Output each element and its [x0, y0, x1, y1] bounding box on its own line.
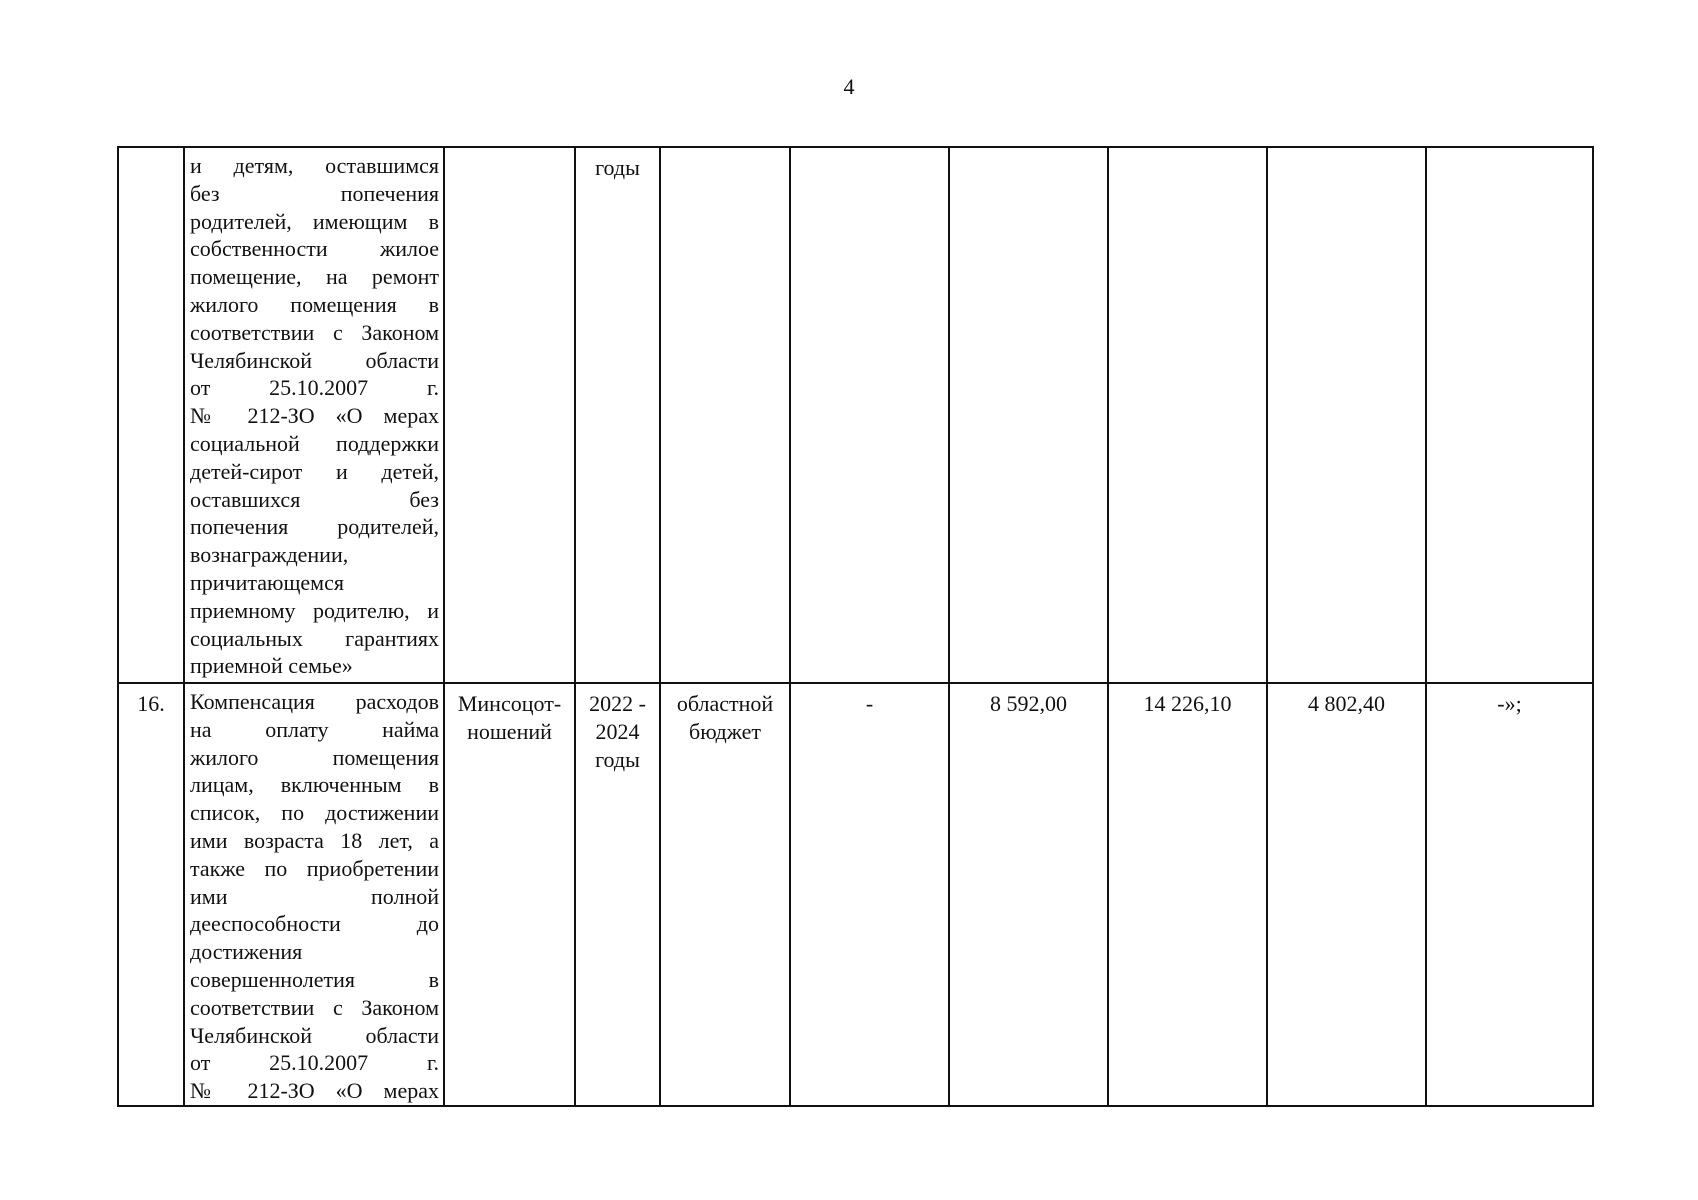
text-line: бюджет: [689, 718, 761, 744]
value-cell-3: [1108, 683, 1267, 1106]
executor-cell: [444, 147, 575, 683]
value-2: 8 592,00: [990, 691, 1067, 716]
text-line: жилого помещения: [190, 744, 439, 770]
text-line: приемному родителю, и: [190, 597, 439, 623]
text-line: оставшихся без: [190, 486, 439, 512]
table-row-continuation: [118, 147, 1593, 683]
text-line: вознаграждении,: [190, 542, 349, 568]
text-line: социальной поддержки: [190, 430, 439, 456]
value-cell-5: [1426, 147, 1593, 683]
text-line: помещение, на ремонт: [190, 264, 439, 290]
value-cell-5: [1426, 683, 1593, 1106]
source-cell: [660, 683, 790, 1106]
text-line: детей-сирот и детей,: [190, 458, 439, 484]
text-line: собственности жилое: [190, 236, 439, 262]
text-line: лицам, включенным в: [190, 772, 439, 798]
row-number: 16.: [137, 691, 165, 716]
text-line: Минсоцот-: [457, 691, 562, 716]
text-line: соответствии с Законом: [190, 319, 439, 345]
text-line: социальных гарантиях: [190, 625, 439, 651]
text-line: без попечения: [190, 180, 439, 206]
text-line: 2024: [595, 718, 640, 744]
row-number-cell: [118, 683, 184, 1106]
program-table: [117, 146, 1594, 1107]
text-line: ношений: [467, 718, 552, 744]
text-line: жилого помещения в: [190, 291, 439, 317]
text-line: от 25.10.2007 г.: [190, 375, 439, 401]
text-line: № 212-ЗО «О мерах: [190, 1078, 439, 1104]
text-line: на оплату найма: [190, 716, 439, 742]
text-line: ими возраста 18 лет, а: [190, 827, 439, 853]
text-line: Компенсация расходов: [190, 689, 439, 714]
text-line: дееспособности до: [190, 911, 439, 937]
text-line: Челябинской области: [190, 347, 439, 373]
text-line: приемной семье»: [190, 653, 353, 679]
text-line: ими полной: [190, 883, 439, 909]
text-line: также по приобретении: [190, 855, 439, 881]
value-cell-4: [1267, 147, 1426, 683]
text-line: список, по достижении: [190, 800, 439, 826]
value-cell-4: [1267, 683, 1426, 1106]
text-line: № 212-ЗО «О мерах: [190, 403, 439, 429]
text-line: совершеннолетия в: [190, 966, 439, 992]
period-text: годы: [595, 155, 640, 180]
description-cell: [184, 683, 444, 1106]
text-line: годы: [595, 746, 640, 772]
description-cell: [184, 147, 444, 683]
number-cell: [118, 147, 184, 683]
text-line: областной: [676, 691, 774, 716]
value-cell-1: [790, 683, 949, 1106]
value-cell-2: [949, 147, 1108, 683]
text-line: родителей, имеющим в: [190, 208, 439, 234]
text-line: Челябинской области: [190, 1022, 439, 1048]
value-5: -»;: [1497, 691, 1522, 716]
page-number: 4: [843, 74, 855, 99]
text-line: от 25.10.2007 г.: [190, 1050, 439, 1076]
period-cell: [575, 147, 660, 683]
text-line: и детям, оставшимся: [190, 153, 439, 178]
source-cell: [660, 147, 790, 683]
value-cell-3: [1108, 147, 1267, 683]
text-line: 2022 -: [589, 691, 646, 716]
text-line: попечения родителей,: [190, 514, 439, 540]
value-3: 14 226,10: [1143, 691, 1232, 716]
executor-cell: [444, 683, 575, 1106]
value-cell-1: [790, 147, 949, 683]
table-row-16: [118, 683, 1593, 1106]
value-4: 4 802,40: [1308, 691, 1385, 716]
text-line: соответствии с Законом: [190, 994, 439, 1020]
text-line: причитающемся: [190, 569, 344, 595]
period-cell: [575, 683, 660, 1106]
value-1: -: [865, 691, 874, 716]
text-line: достижения: [190, 939, 303, 965]
value-cell-2: [949, 683, 1108, 1106]
